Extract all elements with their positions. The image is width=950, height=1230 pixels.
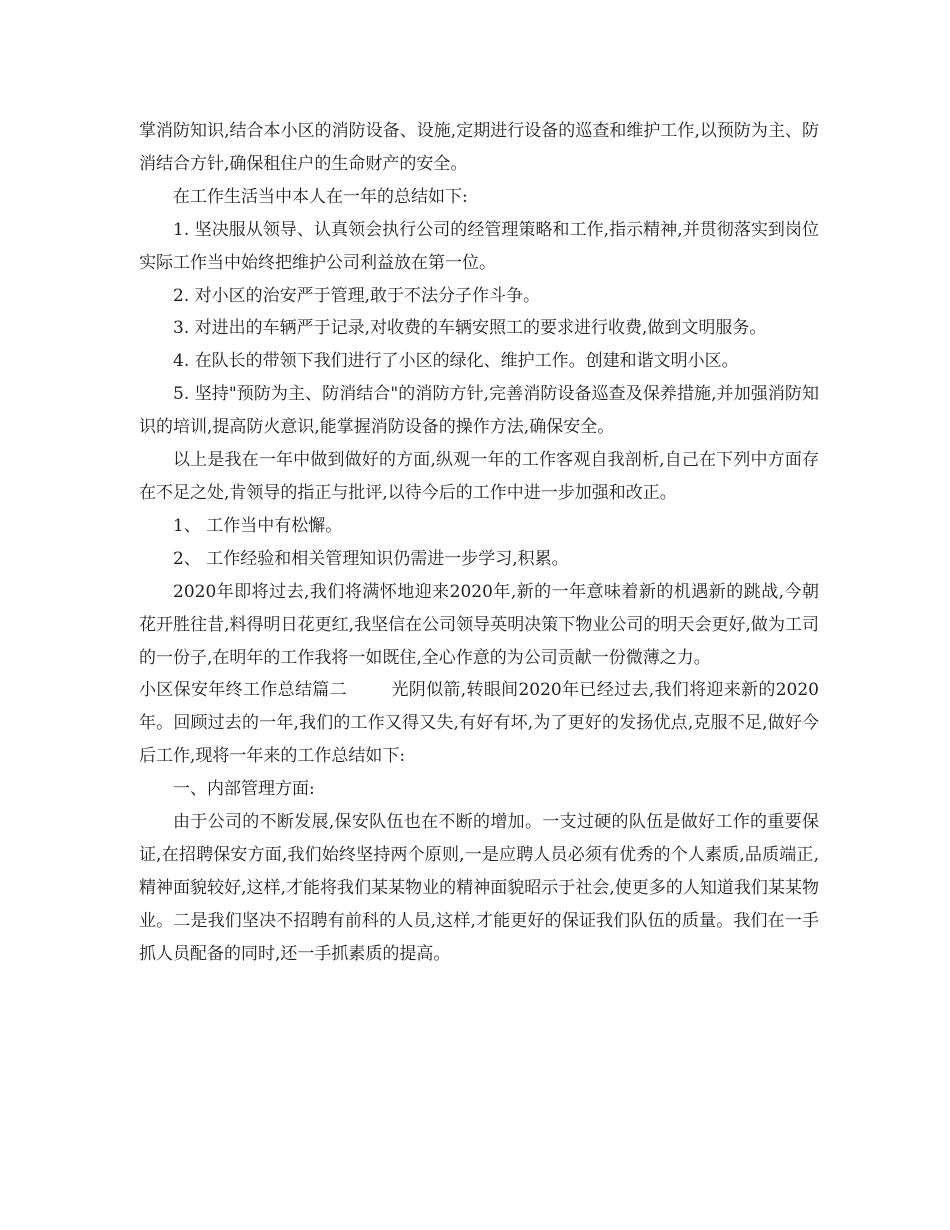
section-intro: 光阴似箭,转眼间2020年已经过去,我们将迎来新的2020年。回顾过去的一年,我们的工作又得又失,有好有坏,为了更好的发扬优点,克服不足,做好今后工作,现将一年来的工作总结如下: (139, 680, 819, 767)
shortcoming-item-1: 1、 工作当中有松懈。 (173, 515, 343, 536)
paragraph-fire-knowledge: 掌消防知识,结合本小区的消防设备、设施,定期进行设备的巡查和维护工作,以预防为主、防消结合方针,确保租住户的生命财产的安全。 (139, 121, 819, 174)
paragraph-outlook: 2020年即将过去,我们将满怀地迎来2020年,新的一年意味着新的机遇新的跳战,今朝花开胜往昔,料得明日花更红,我坚信在公司领导英明决策下物业公司的明天会更好,做为工司的一份子,在明年的工作我将一如既住,全心作意的为公司贡献一份微薄之力。 (139, 581, 819, 668)
list-item-3: 3. 对进出的车辆严于记录,对收费的车辆安照工的要求进行收费,做到文明服务。 (173, 318, 767, 339)
list-item-1: 1. 坚决服从领导、认真领会执行公司的经管理策略和工作,指示精神,并贯彻落实到岗位实际工作当中始终把维护公司利益放在第一位。 (139, 219, 819, 273)
paragraph-self-analysis: 以上是我在一年中做到做好的方面,纵观一年的工作客观自我剖析,自己在下列中方面存在不足之处,肯领导的指正与批评,以待今后的工作中进一步加强和改正。 (139, 450, 819, 503)
list-item-2: 2. 对小区的治安严于管理,敢于不法分子作斗争。 (173, 285, 541, 306)
list-item-5: 5. 坚持"预防为主、防消结合"的消防方针,完善消防设备巡查及保养措施,并加强消防知识的培训,提高防火意识,能掌握消防设备的操作方法,确保安全。 (139, 384, 819, 438)
list-item-4: 4. 在队长的带领下我们进行了小区的绿化、维护工作。创建和谐文明小区。 (173, 351, 739, 372)
paragraph-recruitment: 由于公司的不断发展,保安队伍也在不断的增加。一支过硬的队伍是做好工作的重要保证,在招聘保安方面,我们始终坚持两个原则,一是应聘人员必须有优秀的个人素质,品质端正,精神面貌较好,这样,才能将我们某某物业的精神面貌昭示于社会,使更多的人知道我们某某物业。二是我们坚决不招聘有前科的人员,这样,才能更好的保证我们队伍的质量。我们在一手抓人员配备的同时,还一手抓素质的提高。 (139, 812, 819, 964)
section-heading: 小区保安年终工作总结篇二 (139, 680, 347, 701)
subheading-internal-management: 一、内部管理方面: (173, 779, 315, 800)
paragraph-summary-intro: 在工作生活当中本人在一年的总结如下: (173, 186, 468, 207)
section-two-paragraph (139, 674, 819, 773)
document-body (139, 115, 819, 971)
shortcoming-item-2: 2、 工作经验和相关管理知识仍需进一步学习,积累。 (173, 548, 569, 569)
